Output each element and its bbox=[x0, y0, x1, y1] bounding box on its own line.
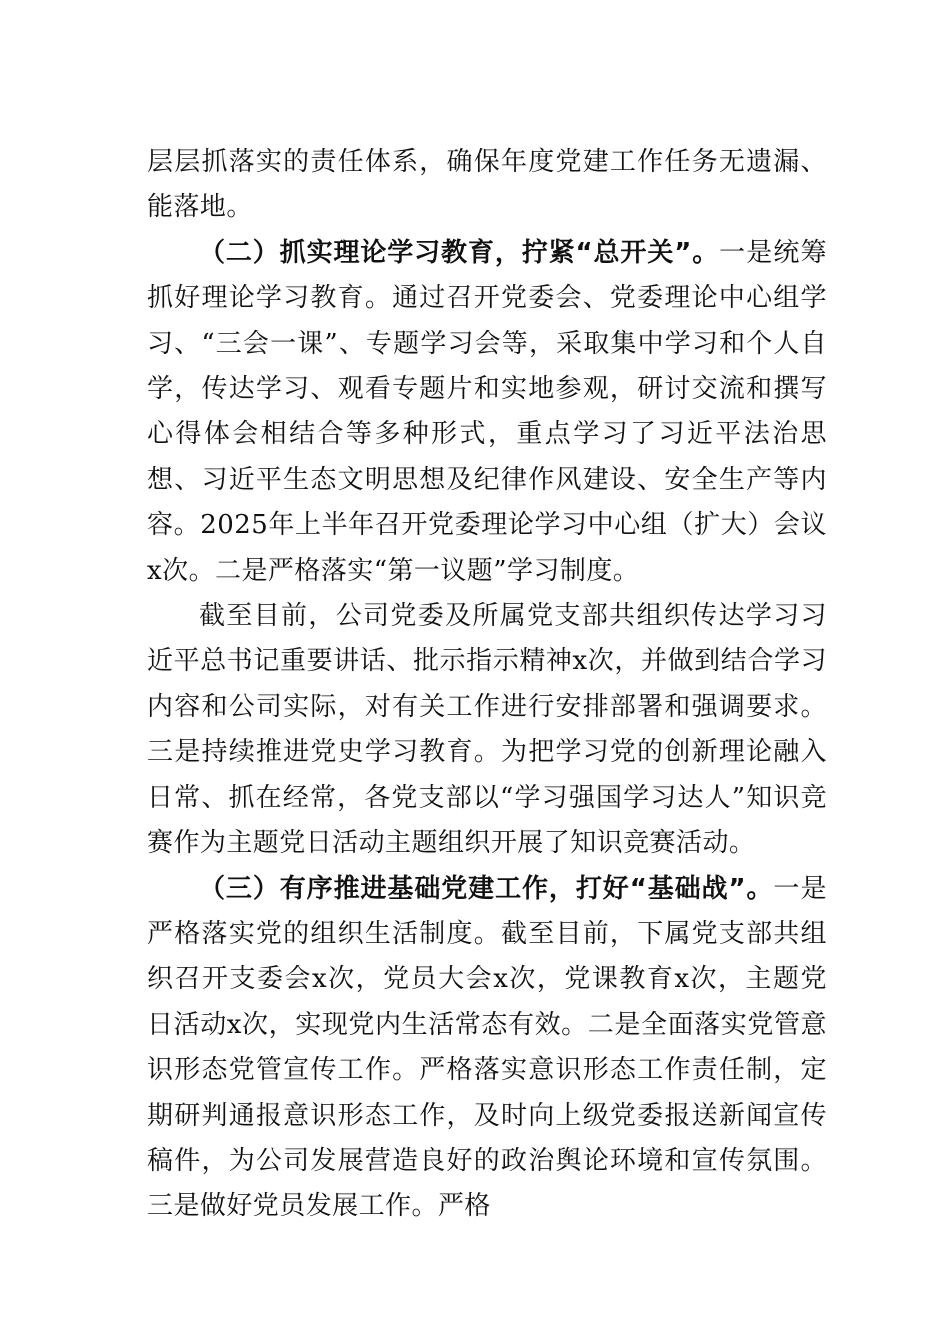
paragraph-text: 一是严格落实党的组织生活制度。截至目前，下属党支部共组织召开支委会x次，党员大会x次，党课教育x次，主题党日活动x次，实现党内生活常态有效。二是全面落实党管意识形态党管宣传工作。严格落实意识形态工作责任制，定期研判通报意识形态工作，及时向上级党委报送新闻宣传稿件，为公司发展营造良好的政治舆论环境和宣传氛围。三是做好党员发展工作。严格 bbox=[147, 873, 827, 1222]
section-basic-party-building bbox=[147, 867, 827, 1230]
paragraph-continuation bbox=[147, 140, 827, 231]
paragraph-text: 层层抓落实的责任体系，确保年度党建工作任务无遗漏、能落地。 bbox=[147, 147, 827, 223]
paragraph-study-progress bbox=[147, 594, 827, 866]
section-heading: （三）有序推进基础党建工作，打好“基础战”。 bbox=[199, 873, 774, 904]
section-theory-study bbox=[147, 231, 827, 594]
paragraph-text: 截至目前，公司党委及所属党支部共组织传达学习习近平总书记重要讲话、批示指示精神x次，并做到结合学习内容和公司实际，对有关工作进行安排部署和强调要求。三是持续推进党史学习教育。为把学习党的创新理论融入日常、抓在经常，各党支部以“学习强国学习达人”知识竞赛作为主题党日活动主题组织开展了知识竞赛活动。 bbox=[147, 601, 827, 859]
section-heading: （二）抓实理论学习教育，拧紧“总开关”。 bbox=[199, 237, 720, 268]
paragraph-text: 一是统筹抓好理论学习教育。通过召开党委会、党委理论中心组学习、“三会一课”、专题学习会等，采取集中学习和个人自学，传达学习、观看专题片和实地参观，研讨交流和撰写心得体会相结合等多种形式，重点学习了习近平法治思想、习近平生态文明思想及纪律作风建设、安全生产等内容。2025年上半年召开党委理论学习中心组（扩大）会议x次。二是严格落实“第一议题”学习制度。 bbox=[147, 237, 827, 586]
document-body bbox=[147, 140, 827, 1230]
